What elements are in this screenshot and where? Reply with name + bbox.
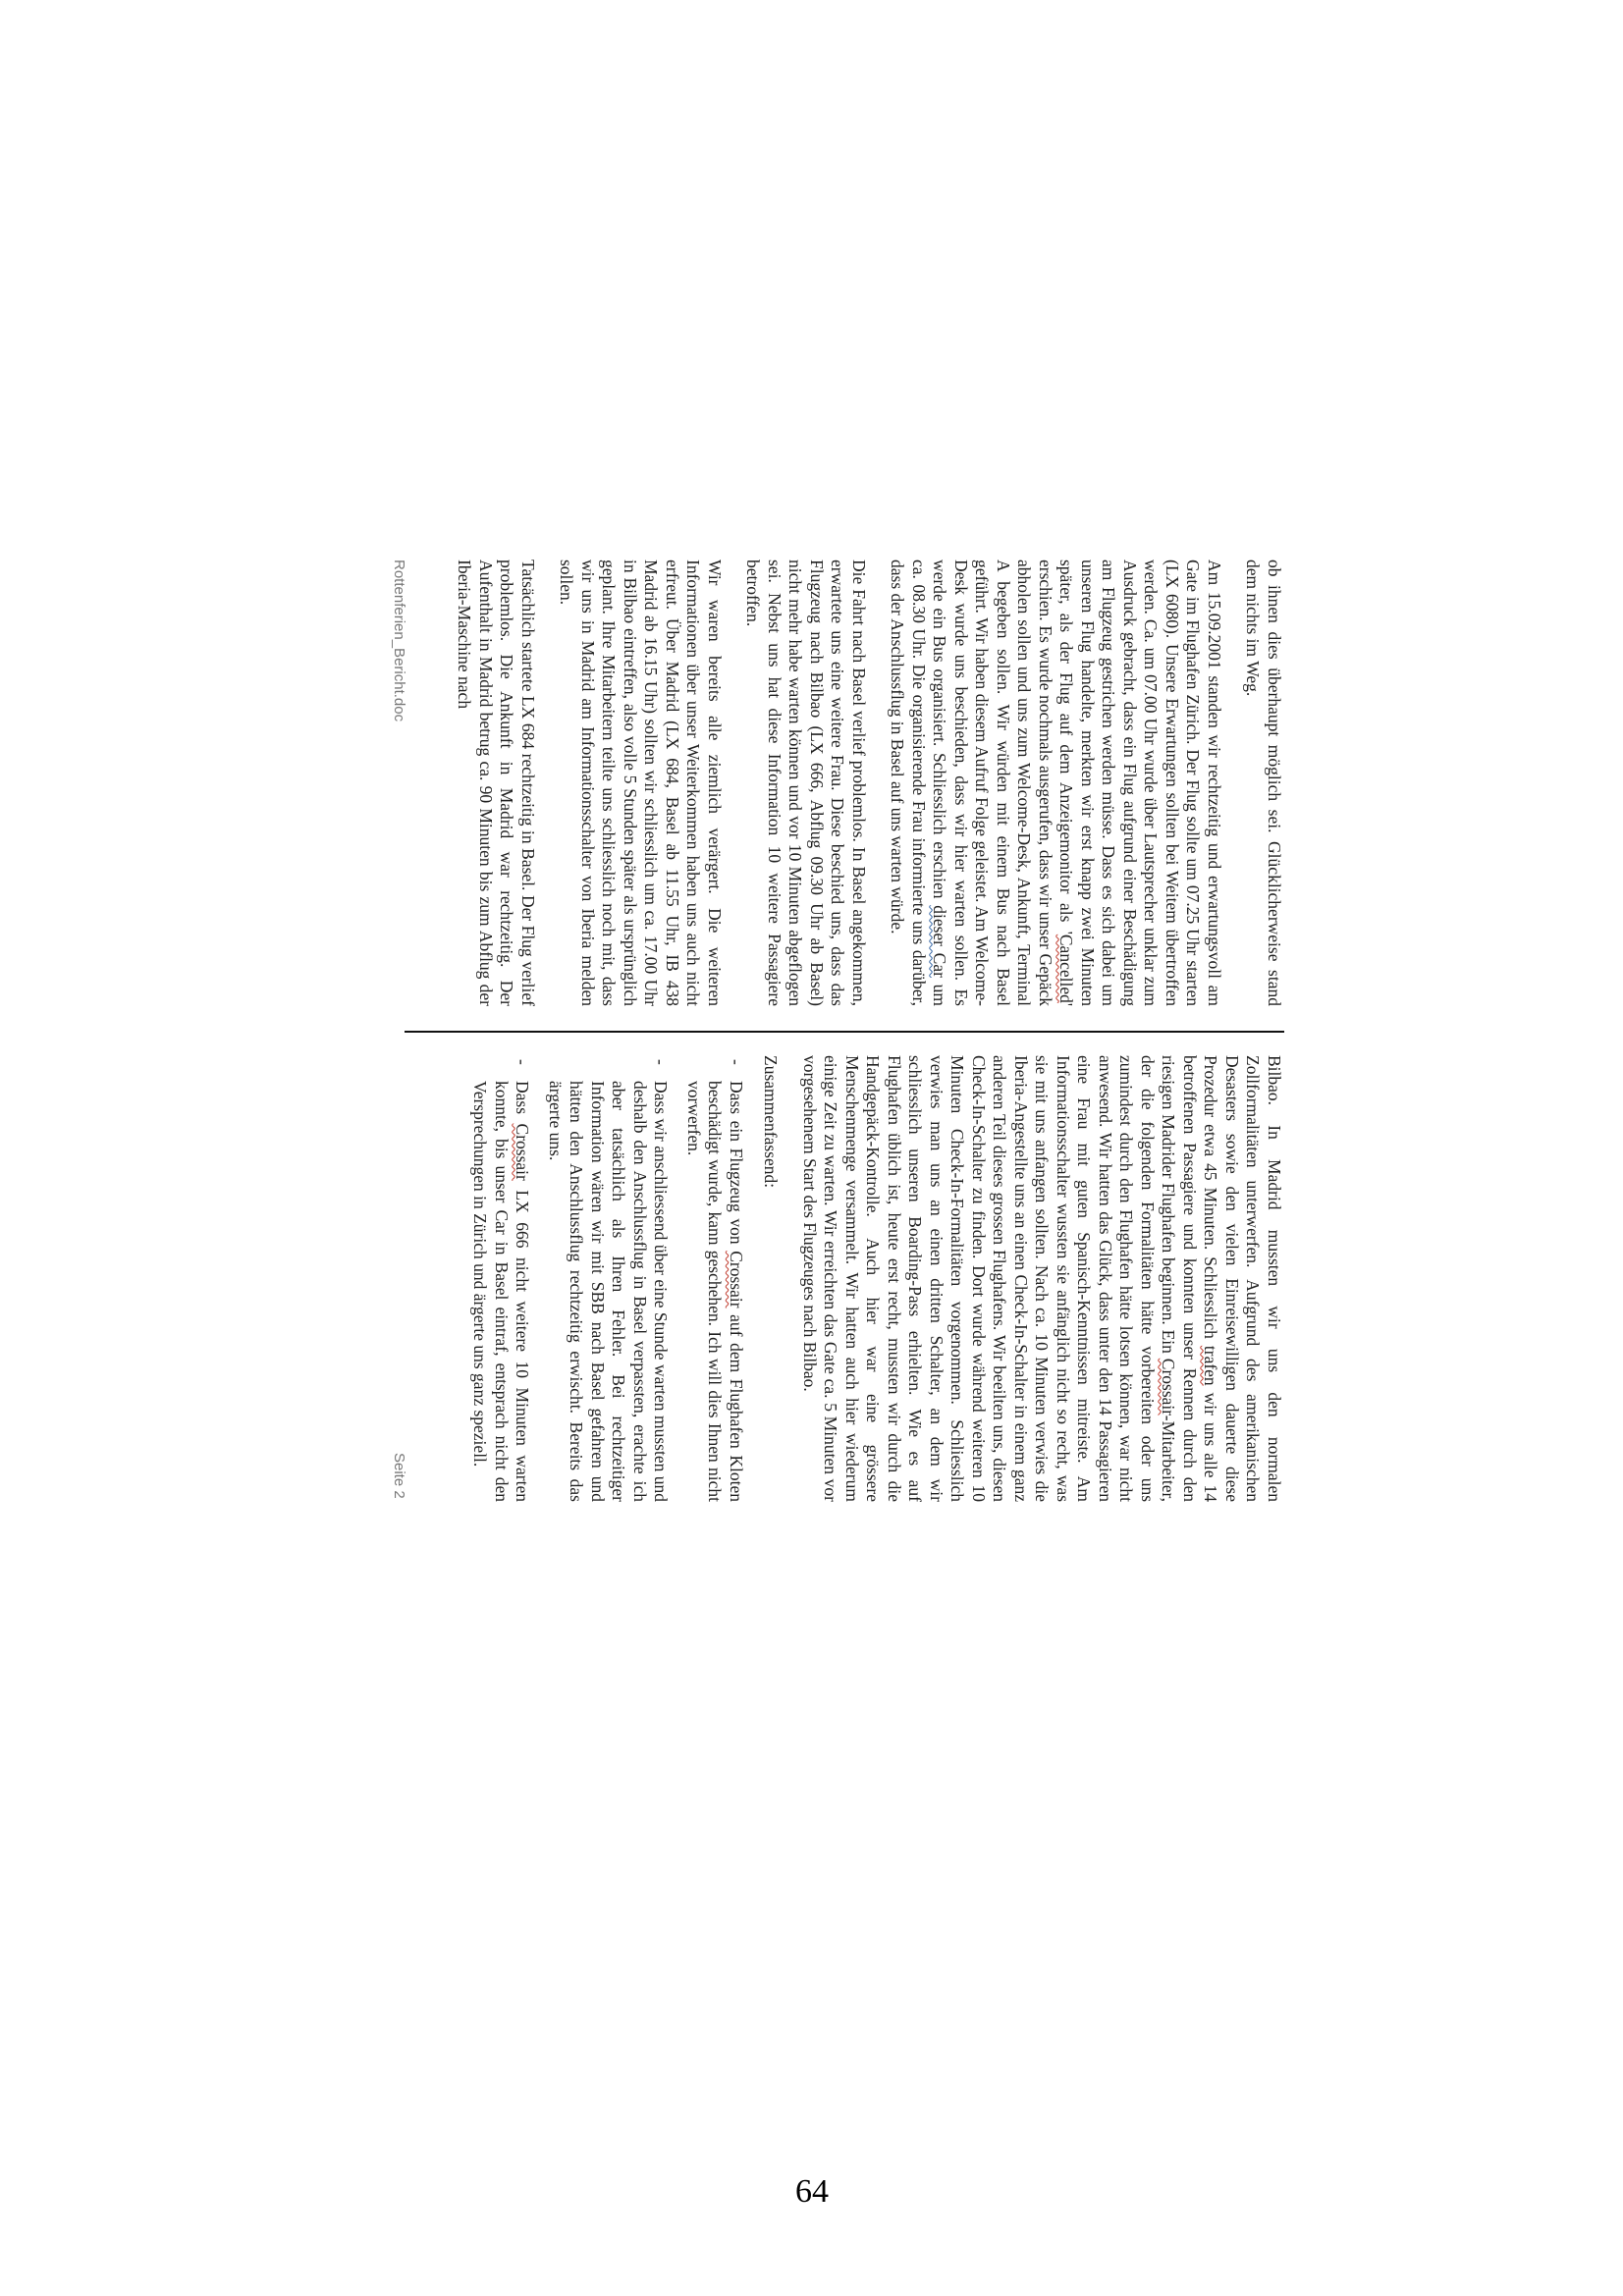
footer-page-label: Seite 2: [391, 1453, 407, 1499]
paragraph: [799, 1055, 1285, 1502]
text-run: wir uns alle 14 betroffenen Passagiere und konnten unser Rennen durch den riesigen Madrider Flughafen beginnen. Ein: [1159, 1055, 1221, 1502]
scanned-page: [383, 520, 1316, 1541]
text-run: Am 15.09.2001 standen wir rechtzeitig und erwartungsvoll am Gate im Flughafen Zürich. Der Flug sollte um 07.25 Uhr starten (LX 6080). Unsere Erwartungen sollten bei Weitem übertroffen werden. Ca. um 07.00 Uhr wurde über Lautsprecher unklar zum Ausdruck gebracht, dass ein Flug aufgrund einer Beschädigung am Flugzeug gestrichen werden müsse. Dass es sich dabei um unseren Flug handelte, merkten wir erst knapp zwei Minuten später, als der Flug auf dem Anzeigemonitor als ': [1056, 560, 1224, 1006]
text-run: Dass wir anschliessend über eine Stunde warten mussten und deshalb den Anschlussflug in Basel verpassten, erachte ich aber tatsächlich als Ihren Fehler. Bei rechtzeitiger Information wären wir mit SBB nach Basel gefahren und hätten den Anschlussflug rechtzeitig erwischt. Bereits das ärgerte uns.: [546, 1081, 672, 1502]
paragraph: [887, 560, 1224, 1006]
paragraph: Wir waren bereits alle ziemlich verärgert. Die weiteren Informationen über unser Weiterkommen haben uns auch nicht erfreut. Über Madrid (LX 684, Basel ab 11.55 Uhr, IB 438 Madrid ab 16.15 Uhr) sollten wir schliesslich um ca. 17.00 Uhr in Bilbao eintreffen, also volle 5 Stunden später als ursprünglich geplant. Ihre Mitarbeitern teilte uns schliesslich noch mit, dass wir uns in Madrid am Informationsschalter von Iberia melden sollen.: [557, 560, 725, 1006]
flagged-word: Crossair: [1159, 1358, 1179, 1415]
summary-heading: Zusammenfassend:: [761, 1055, 782, 1189]
flagged-word: Crossair: [727, 1251, 746, 1308]
flagged-word: Cancelled: [1056, 934, 1077, 1003]
left-text-column: [436, 560, 1284, 1006]
paragraph: Die Fahrt nach Basel verlief problemlos. In Basel angekommen, erwartete uns eine weitere Frau. Diese beschied uns, dass das Flugzeug nach Bilbao (LX 666, Abflug 09.30 Uhr ab Basel) nicht mehr habe warten können und vor 10 Minuten abgeflogen sei. Nebst uns hat diese Information 10 weitere Passagiere betroffen.: [743, 560, 869, 1006]
list-item: [545, 1055, 672, 1502]
flagged-word: dieser Car: [930, 905, 950, 978]
dash-bullet: -: [513, 1059, 533, 1065]
list-item: [683, 1055, 747, 1502]
page-number: 64: [795, 2173, 829, 2210]
text-run: auf dem Flughafen Kloten beschädigt wurde, kann geschehen. Ich will dies Ihnen nicht vorwerfen.: [684, 1081, 746, 1502]
list-item: [469, 1055, 533, 1502]
footer-filename: Rottenferien_Bericht.doc: [391, 560, 407, 722]
text-run: Dass: [513, 1081, 533, 1124]
text-run: -Mitarbeiter, der die folgenden Formalitäten hätte vorbereiten oder uns zumindest durch den Flughafen hätte lotsen können, war nicht anwesend. Wir hatten das Glück, dass unter den 14 Passagieren eine Frau mit guten Spanisch-Kenntnissen mitreiste. Am Informationsschalter wussten sie anfänglich nicht so recht, was sie mit uns anfangen sollten. Nach ca. 10 Minuten verwies die Iberia-Angestellte uns an einen Check-In-Schalter in einem ganz anderen Teil dieses grossen Flughafens. Wir beeilten uns, diesen Check-In-Schalter zu finden. Dort wurde während weiteren 10 Minuten Check-In-Formalitäten vorgenommen. Schliesslich verwies man uns an einen dritten Schalter, an dem wir schliesslich unseren Boarding-Pass erhielten. Wie es auf Flughafen üblich ist, heute erst recht, mussten wir durch die Handgepäck-Kontrolle. Auch hier war eine grössere Menschenmenge versammelt. Wir hatten auch hier wiederum einige Zeit zu warten. Wir erreichten das Gate ca. 5 Minuten vor vorgesehenem Start des Flugzeuges nach Bilbao.: [800, 1055, 1179, 1502]
text-run: um ca. 08.30 Uhr. Die organisierende Frau informierte uns darüber, dass der Anschlussflug in Basel auf uns warten würde.: [888, 560, 950, 1006]
text-run: Bilbao. In Madrid mussten wir uns den normalen Zollformalitäten unterwerfen. Aufgrund des amerikanischen Desasters sowie den vielen Einreisewilligen dauerte diese Prozedur etwa 45 Minuten. Schliesslich: [1201, 1055, 1284, 1502]
dash-bullet: -: [727, 1059, 746, 1065]
dash-bullet: -: [651, 1059, 672, 1065]
flagged-word: trafen: [1201, 1345, 1221, 1386]
text-run: ' erschien. Es wurde nochmals ausgerufen, dass wir unser Gepäck abholen sollen und uns zum Welcome-Desk, Ankunft, Terminal A begeben sollen. Wir würden mit einem Bus nach Basel geführt. Wir haben diesem Aufruf Folge geleistet. Am Welcome-Desk wurde uns beschieden, dass wir hier warten sollen. Es werde ein Bus organisiert. Schliesslich erschien: [930, 560, 1077, 1006]
right-text-column: [458, 1055, 1284, 1502]
summary-list: [469, 1055, 746, 1502]
flagged-word: Crossair: [513, 1123, 533, 1181]
paragraph: Tatsächlich startete LX 684 rechtzeitig in Basel. Der Flug verlief problemlos. Die Ankunft in Madrid war rechtzeitig. Der Aufenthalt in Madrid betrug ca. 90 Minuten bis zum Abflug der Iberia-Maschine nach: [455, 560, 538, 1006]
text-run: Dass ein Flugzeug von: [727, 1081, 746, 1252]
column-divider: [405, 1031, 1284, 1033]
text-run: LX 666 nicht weitere 10 Minuten warten konnte, bis unser Car in Basel eintraf, entsprach nicht den Versprechungen in Zürich und ärgerte uns ganz speziell.: [470, 1081, 533, 1502]
paragraph: ob ihnen dies überhaupt möglich sei. Glücklicherweise stand dem nichts im Weg.: [1243, 560, 1284, 1006]
